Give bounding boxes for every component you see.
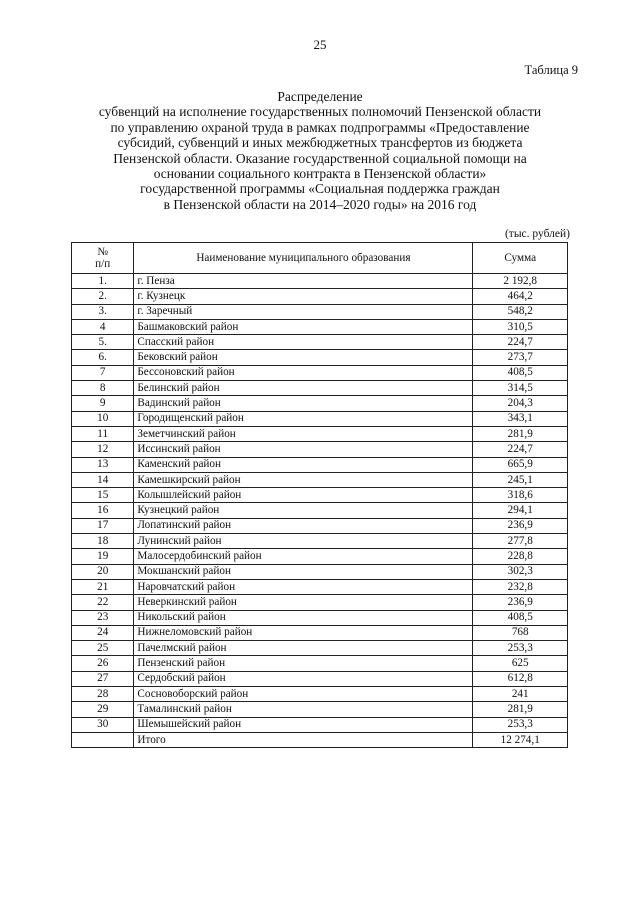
table-row	[72, 274, 568, 289]
row-name: Неверкинский район	[134, 595, 473, 610]
table-row	[72, 289, 568, 304]
row-name: г. Заречный	[134, 304, 473, 319]
heading-line: Пензенской области. Оказание государственной социальной помощи на	[113, 150, 527, 166]
row-name: Бессоновский район	[134, 365, 473, 380]
table-row	[72, 381, 568, 396]
heading-line: основании социального контракта в Пензенской области»	[153, 166, 487, 182]
row-name: Малосердобинский район	[134, 549, 473, 564]
row-name: Вадинский район	[134, 396, 473, 411]
row-number: 19	[72, 549, 134, 564]
row-sum: 408,5	[473, 610, 568, 625]
row-number: 21	[72, 579, 134, 594]
table-row	[72, 442, 568, 457]
row-sum: 281,9	[473, 426, 568, 441]
row-sum: 625	[473, 656, 568, 671]
row-sum: 253,3	[473, 717, 568, 732]
row-number: 25	[72, 641, 134, 656]
row-number: 9	[72, 396, 134, 411]
header-number-abbr: п/п	[95, 258, 111, 270]
row-name: Кузнецкий район	[134, 503, 473, 518]
table-row	[72, 564, 568, 579]
heading-line: Распределение	[277, 89, 363, 104]
table-row	[72, 534, 568, 549]
row-number: 10	[72, 411, 134, 426]
heading-line: по управлению охраной труда в рамках подпрограммы «Предоставление	[110, 119, 530, 135]
table-row	[72, 549, 568, 564]
row-number: 27	[72, 671, 134, 686]
heading-line: государственной программы «Социальная поддержка граждан	[140, 181, 500, 197]
row-name: Нижнеломовский район	[134, 625, 473, 640]
row-number: 29	[72, 702, 134, 717]
row-name: Сосновоборский район	[134, 687, 473, 702]
row-name: Тамалинский район	[134, 702, 473, 717]
table-row	[72, 641, 568, 656]
heading-line: в Пензенской области на 2014–2020 годы» на 2016 год	[163, 196, 477, 212]
row-number: 18	[72, 534, 134, 549]
header-name: Наименование муниципального образования	[134, 243, 473, 274]
row-name: Камешкирский район	[134, 472, 473, 487]
table-row	[72, 396, 568, 411]
row-sum: 236,9	[473, 595, 568, 610]
row-name: Городищенский район	[134, 411, 473, 426]
row-number: 1.	[72, 274, 134, 289]
row-number: 22	[72, 595, 134, 610]
row-sum: 273,7	[473, 350, 568, 365]
document-heading	[70, 89, 570, 212]
row-sum: 277,8	[473, 534, 568, 549]
row-sum: 236,9	[473, 518, 568, 533]
row-sum: 612,8	[473, 671, 568, 686]
row-number: 4	[72, 319, 134, 334]
row-name: Башмаковский район	[134, 319, 473, 334]
units-note: (тыс. рублей)	[504, 228, 570, 240]
row-sum: 2 192,8	[473, 274, 568, 289]
row-sum: 464,2	[473, 289, 568, 304]
row-number: 15	[72, 488, 134, 503]
row-sum: 241	[473, 687, 568, 702]
row-number: 8	[72, 381, 134, 396]
row-name: Колышлейский район	[134, 488, 473, 503]
table-row	[72, 687, 568, 702]
row-name: Шемышейский район	[134, 717, 473, 732]
row-number: 24	[72, 625, 134, 640]
table-body	[72, 274, 568, 748]
row-sum: 228,8	[473, 549, 568, 564]
table-row	[72, 457, 568, 472]
row-name: Бековский район	[134, 350, 473, 365]
heading-line: субвенций на исполнение государственных полномочий Пензенской области	[98, 104, 542, 120]
row-sum: 294,1	[473, 503, 568, 518]
row-sum: 768	[473, 625, 568, 640]
row-sum: 281,9	[473, 702, 568, 717]
row-number: 11	[72, 426, 134, 441]
table-row	[72, 625, 568, 640]
row-number: 7	[72, 365, 134, 380]
table-row	[72, 610, 568, 625]
row-name: Пензенский район	[134, 656, 473, 671]
table-row	[72, 518, 568, 533]
row-sum: 343,1	[473, 411, 568, 426]
table-total-row	[72, 732, 568, 747]
row-number: 20	[72, 564, 134, 579]
row-sum: 302,3	[473, 564, 568, 579]
row-number: 28	[72, 687, 134, 702]
row-number: 16	[72, 503, 134, 518]
row-sum: 224,7	[473, 442, 568, 457]
row-sum: 314,5	[473, 381, 568, 396]
table-row	[72, 335, 568, 350]
table-row	[72, 656, 568, 671]
row-number: 26	[72, 656, 134, 671]
row-name: Наровчатский район	[134, 579, 473, 594]
table-row	[72, 472, 568, 487]
page-number: 25	[313, 37, 327, 52]
table-row	[72, 595, 568, 610]
row-sum: 665,9	[473, 457, 568, 472]
row-name: Пачелмский район	[134, 641, 473, 656]
table-label: Таблица 9	[524, 63, 578, 77]
row-number: 6.	[72, 350, 134, 365]
heading-line: субсидий, субвенций и иных межбюджетных трансфертов из бюджета	[117, 135, 523, 151]
row-name: Сердобский район	[134, 671, 473, 686]
row-sum: 204,3	[473, 396, 568, 411]
header-number-symbol: №	[97, 246, 109, 258]
row-name: Земетчинский район	[134, 426, 473, 441]
row-number: 23	[72, 610, 134, 625]
row-sum: 245,1	[473, 472, 568, 487]
row-name: Иссинский район	[134, 442, 473, 457]
row-number: 17	[72, 518, 134, 533]
table-row	[72, 503, 568, 518]
row-number	[72, 732, 134, 747]
row-name: Лопатинский район	[134, 518, 473, 533]
row-name: г. Кузнецк	[134, 289, 473, 304]
table-row	[72, 411, 568, 426]
row-sum: 253,3	[473, 641, 568, 656]
row-sum: 408,5	[473, 365, 568, 380]
table-row	[72, 426, 568, 441]
table-row	[72, 579, 568, 594]
row-sum: 310,5	[473, 319, 568, 334]
row-name: г. Пенза	[134, 274, 473, 289]
header-number	[72, 243, 134, 274]
row-number: 12	[72, 442, 134, 457]
row-sum: 232,8	[473, 579, 568, 594]
table-row	[72, 488, 568, 503]
row-number: 5.	[72, 335, 134, 350]
row-number: 14	[72, 472, 134, 487]
table-row	[72, 319, 568, 334]
table-row	[72, 350, 568, 365]
row-name: Мокшанский район	[134, 564, 473, 579]
row-sum: 548,2	[473, 304, 568, 319]
table-row	[72, 717, 568, 732]
row-name: Белинский район	[134, 381, 473, 396]
row-sum: 318,6	[473, 488, 568, 503]
row-sum: 224,7	[473, 335, 568, 350]
row-name: Лунинский район	[134, 534, 473, 549]
row-name: Никольский район	[134, 610, 473, 625]
row-sum: 12 274,1	[473, 732, 568, 747]
row-name: Каменский район	[134, 457, 473, 472]
table-row	[72, 702, 568, 717]
table-row	[72, 365, 568, 380]
distribution-table	[71, 242, 568, 748]
table-row	[72, 304, 568, 319]
row-number: 30	[72, 717, 134, 732]
row-number: 3.	[72, 304, 134, 319]
row-number: 2.	[72, 289, 134, 304]
row-name: Итого	[134, 732, 473, 747]
table-row	[72, 671, 568, 686]
header-sum: Сумма	[473, 243, 568, 274]
table-header-row	[72, 243, 568, 274]
row-name: Спасский район	[134, 335, 473, 350]
row-number: 13	[72, 457, 134, 472]
